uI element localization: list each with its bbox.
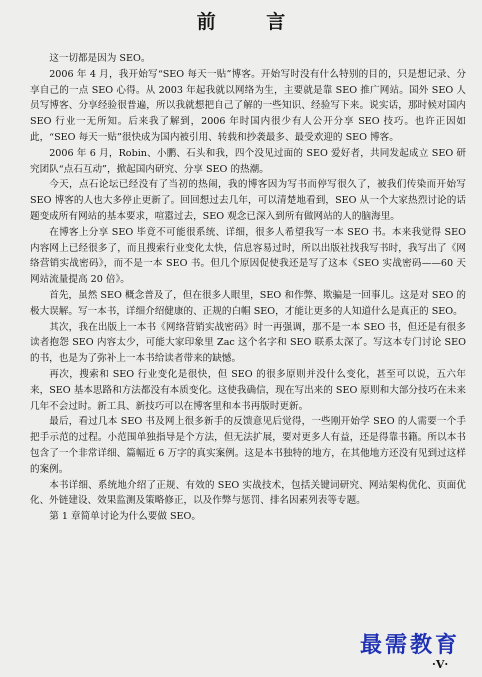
paragraph: 首先，虽然 SEO 概念普及了，但在很多人眼里，SEO 和作弊、欺骗是一回事儿。这是对 SEO 的极大误解。写一本书，详细介绍健康的、正规的白帽 SEO，才能让更多的人知道什么是真正的 SEO。 bbox=[30, 289, 466, 317]
watermark-text: 最需教育 bbox=[360, 633, 461, 658]
paragraph: 2006 年 4 月，我开始写“SEO 每天一贴”博客。开始写时没有什么特别的目的，只是想记录、分享自己的一点 SEO 心得。从 2003 年起我就以网络为生，主要就是靠 SEO 推广网站。国外 SEO 人员写博客、分享经验很普遍，所以我就想把自己了解的一些知识、经验写下来。说实话，那时候对国内 SEO 行业一无所知。后来我了解到，2006 年时国内很少有人公开分享 SEO 技巧。也许正因如此，“SEO 每天一贴”很快成为国内被引用、转载和抄袭最多、最受欢迎的 SEO 博客。 bbox=[30, 68, 466, 143]
paragraph: 第 1 章简单讨论为什么要做 SEO。 bbox=[49, 511, 202, 523]
paragraph: 在博客上分享 SEO 毕竟不可能很系统、详细，很多人希望我写一本 SEO 书。本来我觉得 SEO 内容网上已经很多了，而且搜索行业变化太快，信息容易过时，所以出版社找我写书时，我写出了《网络营销实战密码》，而不是一本 SEO 书。但几个原因促使我还是写了这本《SEO 实战密码——60 天网站流量提高 20 倍》。 bbox=[30, 226, 466, 286]
paragraph: 今天，点石论坛已经没有了当初的热闹，我的博客因为写书而停写很久了，被我们传染而开始写 SEO 博客的人也大多停止更新了。回回想过去几年，可以清楚地看到，SEO 从一个大家热烈讨论的话题变成所有网站的基本要求，喧嚣过去，SEO 观念已深入到所有做网站的人的脑海里。 bbox=[30, 179, 466, 222]
paragraph: 再次，搜索和 SEO 行业变化是很快，但 SEO 的很多原则并没什么变化，甚至可以说，五六年来，SEO 基本思路和方法都没有本质变化。这使我确信，现在写出来的 SEO 原则和大部分技巧在未来几年不会过时。新工具、新技巧可以在博客里和本书再版时更新。 bbox=[30, 368, 466, 412]
paragraph: 最后，看过几本 SEO 书及网上很多新手的反馈意见后觉得，一些刚开始学 SEO 的人需要一个手把手示范的过程。小范围单独指导是个方法，但无法扩展，要对更多人有益，还是得靠书籍。所以本书包含了一个非常详细、篇幅近 6 万字的真实案例。这是本书独特的地方，在其他地方还没有见到过这样的案例。 bbox=[30, 416, 466, 475]
page-title: 前 言 bbox=[196, 11, 308, 33]
paragraph: 本书详细、系统地介绍了正规、有效的 SEO 实战技术，包括关键词研究、网站架构优化、页面优化、外链建设、效果监测及策略修正，以及作弊与惩罚、排名因素列表等专题。 bbox=[30, 479, 466, 507]
preface-body bbox=[30, 51, 466, 525]
paragraph: 2006 年 6 月，Robin、小鹏、石头和我，四个没见过面的 SEO 爱好者，共同发起成立 SEO 研究团队“点石互动”，掀起国内研究、分享 SEO 的热潮。 bbox=[30, 147, 466, 175]
page-number: ·V· bbox=[432, 658, 449, 671]
paragraph: 其次，我在出版上一本书《网络营销实战密码》时一再强调，那不是一本 SEO 书，但还是有很多读者抱怨 SEO 内容太少，可能大家印象里 Zac 这个名字和 SEO 联系太深了。写这本专门讨论 SEO 的书，也是为了弥补上一本书给读者带来的缺憾。 bbox=[30, 321, 466, 365]
paragraph: 这一切都是因为 SEO。 bbox=[49, 53, 151, 64]
